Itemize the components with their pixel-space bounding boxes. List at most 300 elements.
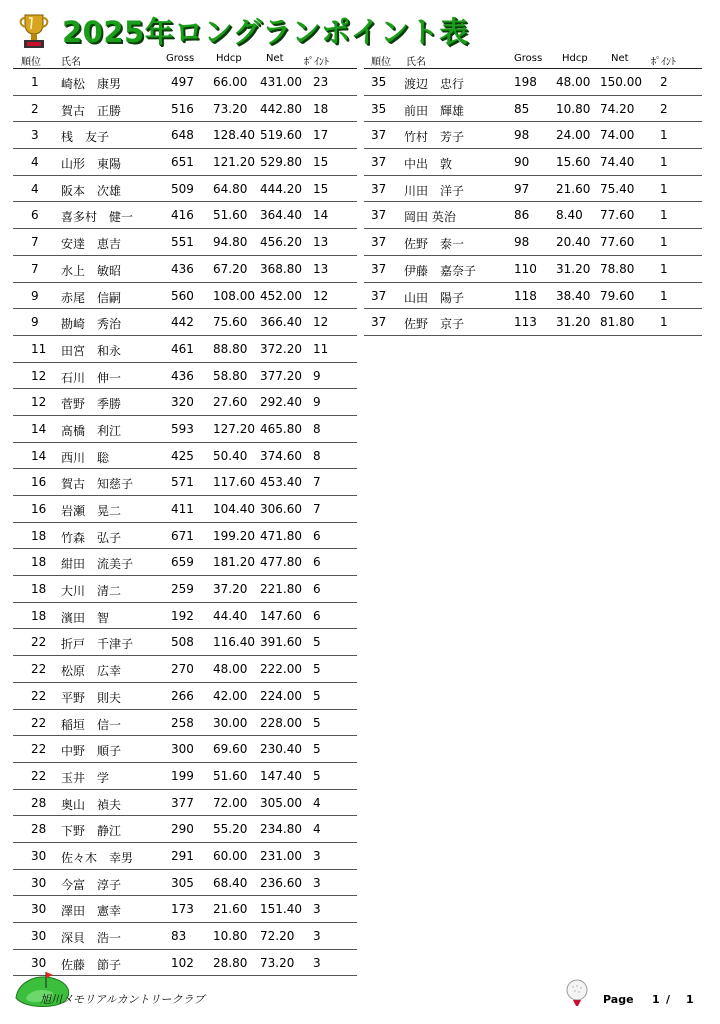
name-cell: 崎松 康男	[61, 77, 122, 91]
name-cell: 折戸 千津子	[61, 637, 134, 652]
rank-cell: 30	[31, 902, 47, 917]
points-cell: 17	[313, 128, 329, 143]
gross-cell: 97	[514, 181, 530, 196]
name-cell: 赤尾 信嗣	[61, 290, 122, 305]
rank-cell: 37	[371, 315, 387, 330]
table-row	[13, 549, 357, 576]
net-cell: 150.00	[600, 75, 642, 89]
net-cell: 391.60	[260, 635, 302, 650]
rank-cell: 28	[31, 822, 47, 837]
points-cell: 12	[313, 315, 329, 330]
points-cell: 2	[660, 101, 668, 116]
header-gross: Gross	[514, 53, 543, 64]
points-cell: 2	[660, 75, 668, 89]
name-cell: 今富 淳子	[61, 877, 122, 892]
net-cell: 81.80	[600, 315, 635, 330]
name-cell: 稲垣 信一	[61, 717, 122, 732]
gross-cell: 266	[171, 688, 194, 703]
header-net: Net	[266, 53, 284, 64]
hdcp-cell: 44.40	[213, 608, 248, 623]
rank-cell: 28	[31, 795, 47, 810]
name-cell: 松原 広幸	[61, 664, 122, 679]
points-cell: 9	[313, 368, 321, 383]
table-row	[13, 736, 357, 763]
page-total: 1	[686, 993, 694, 1006]
name-cell: 中出 敦	[404, 157, 453, 172]
hdcp-cell: 67.20	[213, 261, 248, 276]
hdcp-cell: 121.20	[213, 155, 255, 170]
table-row	[13, 629, 357, 656]
points-cell: 3	[313, 955, 321, 970]
name-cell: 山田 陽子	[404, 290, 465, 305]
gross-cell: 320	[171, 395, 194, 410]
net-cell: 471.80	[260, 528, 302, 543]
hdcp-cell: 30.00	[213, 715, 248, 730]
rank-cell: 18	[31, 528, 47, 543]
name-cell: 下野 静江	[61, 824, 122, 839]
gross-cell: 377	[171, 795, 194, 810]
table-row	[13, 923, 357, 950]
name-cell: 岩瀬 晃二	[61, 504, 122, 518]
points-cell: 3	[313, 902, 321, 917]
name-cell: 菅野 季勝	[61, 397, 122, 412]
trophy-icon	[14, 10, 54, 50]
name-cell: 竹森 弘子	[61, 530, 122, 545]
net-cell: 477.80	[260, 555, 302, 570]
hdcp-cell: 127.20	[213, 421, 255, 436]
net-cell: 305.00	[260, 795, 302, 810]
gross-cell: 436	[171, 261, 194, 276]
name-cell: 竹村 芳子	[404, 130, 465, 145]
net-cell: 366.40	[260, 315, 302, 330]
table-row	[13, 870, 357, 897]
gross-cell: 416	[171, 208, 194, 223]
table-row	[364, 283, 702, 310]
hdcp-cell: 116.40	[213, 635, 255, 650]
gross-cell: 648	[171, 128, 194, 143]
net-cell: 372.20	[260, 341, 302, 356]
gross-cell: 192	[171, 608, 194, 623]
hdcp-cell: 68.40	[213, 875, 248, 890]
name-cell: 岡田 英治	[404, 210, 456, 225]
hdcp-cell: 48.00	[556, 75, 591, 89]
gross-cell: 508	[171, 635, 194, 650]
hdcp-cell: 21.60	[213, 902, 248, 917]
net-cell: 377.20	[260, 368, 302, 383]
points-cell: 6	[313, 608, 321, 623]
name-cell: 安達 恵吉	[61, 237, 122, 252]
net-cell: 77.60	[600, 208, 635, 223]
name-cell: 髙橋 利江	[61, 423, 122, 438]
table-row	[13, 229, 357, 256]
page-separator: /	[666, 993, 671, 1006]
table-header	[13, 50, 357, 69]
name-cell: 澤田 憲幸	[61, 904, 122, 919]
points-cell: 1	[660, 208, 668, 223]
rank-cell: 37	[371, 128, 387, 143]
header-gross: Gross	[166, 53, 195, 64]
hdcp-cell: 58.80	[213, 368, 248, 383]
name-cell: 佐野 京子	[404, 317, 465, 332]
gross-cell: 425	[171, 448, 194, 463]
gross-cell: 173	[171, 902, 194, 917]
hdcp-cell: 75.60	[213, 315, 248, 330]
rank-cell: 14	[31, 421, 47, 436]
net-cell: 74.20	[600, 101, 635, 116]
rank-cell: 4	[31, 155, 39, 170]
header-rank: 順位	[21, 57, 41, 68]
rank-cell: 22	[31, 768, 47, 783]
points-cell: 3	[313, 848, 321, 863]
name-cell: 奥山 禎夫	[61, 797, 122, 812]
gross-cell: 86	[514, 208, 530, 223]
net-cell: 78.80	[600, 261, 635, 276]
name-cell: 水上 敏昭	[61, 263, 122, 278]
rank-cell: 7	[31, 261, 39, 276]
hdcp-cell: 10.80	[213, 929, 248, 943]
rank-cell: 22	[31, 635, 47, 650]
standings-table-left	[13, 50, 357, 976]
net-cell: 519.60	[260, 128, 302, 143]
net-cell: 74.00	[600, 128, 635, 143]
header-name: 氏名	[406, 57, 426, 68]
points-cell: 5	[313, 768, 321, 783]
gross-cell: 258	[171, 715, 194, 730]
table-row	[13, 683, 357, 710]
table-row	[13, 496, 357, 523]
gross-cell: 290	[171, 822, 194, 837]
table-row	[13, 336, 357, 363]
gross-cell: 509	[171, 181, 194, 196]
name-cell: 川田 洋子	[404, 183, 465, 198]
hdcp-cell: 117.60	[213, 475, 255, 490]
club-name: 旭川メモリアルカントリークラブ	[40, 993, 205, 1006]
points-cell: 15	[313, 181, 329, 196]
table-row	[13, 416, 357, 443]
net-cell: 444.20	[260, 181, 302, 196]
points-cell: 3	[313, 929, 321, 943]
net-cell: 306.60	[260, 502, 302, 516]
rank-cell: 22	[31, 662, 47, 677]
table-row	[13, 763, 357, 790]
gross-cell: 671	[171, 528, 194, 543]
net-cell: 452.00	[260, 288, 302, 303]
gross-cell: 300	[171, 742, 194, 757]
name-cell: 石川 伸一	[61, 370, 122, 385]
standings-table-right	[364, 50, 702, 336]
points-cell: 15	[313, 155, 329, 170]
gross-cell: 259	[171, 582, 194, 597]
header-hdcp: Hdcp	[216, 53, 242, 64]
gross-cell: 436	[171, 368, 194, 383]
points-cell: 8	[313, 421, 321, 436]
table-row	[364, 256, 702, 283]
hdcp-cell: 60.00	[213, 848, 248, 863]
name-cell: 賀古 知慈子	[61, 477, 134, 492]
rank-cell: 37	[371, 181, 387, 196]
table-row	[364, 229, 702, 256]
hdcp-cell: 73.20	[213, 101, 248, 116]
net-cell: 224.00	[260, 688, 302, 703]
name-cell: 西川 聡	[61, 450, 110, 465]
gross-cell: 497	[171, 75, 194, 89]
points-cell: 1	[660, 155, 668, 170]
net-cell: 236.60	[260, 875, 302, 890]
rank-cell: 6	[31, 208, 39, 223]
points-cell: 13	[313, 261, 329, 276]
hdcp-cell: 15.60	[556, 155, 591, 170]
name-cell: 阪本 次雄	[61, 183, 122, 198]
table-row	[13, 176, 357, 203]
hdcp-cell: 37.20	[213, 582, 248, 597]
points-cell: 23	[313, 75, 329, 89]
name-cell: 玉井 学	[61, 770, 110, 785]
table-row	[364, 96, 702, 123]
gross-cell: 270	[171, 662, 194, 677]
name-cell: 前田 輝雄	[404, 103, 465, 118]
gross-cell: 98	[514, 235, 530, 250]
rank-cell: 4	[31, 181, 39, 196]
points-cell: 14	[313, 208, 329, 223]
table-row	[13, 256, 357, 283]
net-cell: 74.40	[600, 155, 635, 170]
name-cell: 伊藤 嘉奈子	[404, 263, 477, 278]
table-row	[13, 656, 357, 683]
name-cell: 勘崎 秀治	[61, 317, 122, 332]
name-cell: 佐々木 幸男	[61, 850, 134, 865]
rank-cell: 30	[31, 929, 47, 943]
name-cell: 深貝 浩一	[61, 931, 122, 945]
gross-cell: 651	[171, 155, 194, 170]
gross-cell: 199	[171, 768, 194, 783]
points-cell: 8	[313, 448, 321, 463]
name-cell: 濱田 智	[61, 610, 110, 625]
net-cell: 465.80	[260, 421, 302, 436]
net-cell: 228.00	[260, 715, 302, 730]
rank-cell: 22	[31, 715, 47, 730]
hdcp-cell: 50.40	[213, 448, 248, 463]
net-cell: 151.40	[260, 902, 302, 917]
name-cell: 田宮 和永	[61, 343, 122, 358]
points-cell: 5	[313, 715, 321, 730]
net-cell: 431.00	[260, 75, 302, 89]
table-row	[364, 149, 702, 176]
gross-cell: 113	[514, 315, 537, 330]
rank-cell: 22	[31, 688, 47, 703]
name-cell: 桟 友子	[61, 130, 110, 145]
name-cell: 佐藤 節子	[61, 957, 122, 972]
hdcp-cell: 55.20	[213, 822, 248, 837]
page-header	[14, 10, 469, 50]
table-row	[364, 69, 702, 96]
points-cell: 5	[313, 635, 321, 650]
points-cell: 18	[313, 101, 329, 116]
rank-cell: 30	[31, 955, 47, 970]
hdcp-cell: 24.00	[556, 128, 591, 143]
net-cell: 374.60	[260, 448, 302, 463]
net-cell: 230.40	[260, 742, 302, 757]
gross-cell: 461	[171, 341, 194, 356]
rank-cell: 16	[31, 502, 47, 516]
hdcp-cell: 108.00	[213, 288, 255, 303]
gross-cell: 291	[171, 848, 194, 863]
points-cell: 5	[313, 742, 321, 757]
points-cell: 6	[313, 528, 321, 543]
table-row	[13, 816, 357, 843]
name-cell: 佐野 泰一	[404, 237, 465, 252]
net-cell: 234.80	[260, 822, 302, 837]
gross-cell: 118	[514, 288, 537, 303]
points-cell: 6	[313, 555, 321, 570]
rank-cell: 16	[31, 475, 47, 490]
rank-cell: 18	[31, 608, 47, 623]
hdcp-cell: 51.60	[213, 768, 248, 783]
table-row	[13, 603, 357, 630]
rank-cell: 18	[31, 555, 47, 570]
name-cell: 紺田 流美子	[61, 557, 134, 572]
net-cell: 442.80	[260, 101, 302, 116]
hdcp-cell: 199.20	[213, 528, 255, 543]
table-row	[13, 149, 357, 176]
table-row	[13, 523, 357, 550]
rank-cell: 3	[31, 128, 39, 143]
rank-cell: 37	[371, 235, 387, 250]
table-row	[13, 843, 357, 870]
table-row	[13, 443, 357, 470]
points-cell: 9	[313, 395, 321, 410]
rank-cell: 12	[31, 395, 47, 410]
table-row	[13, 363, 357, 390]
table-row	[364, 202, 702, 229]
name-cell: 大川 清二	[61, 584, 122, 599]
net-cell: 231.00	[260, 848, 302, 863]
header-name: 氏名	[61, 57, 81, 68]
name-cell: 中野 順子	[61, 744, 122, 759]
name-cell: 山形 東陽	[61, 157, 122, 172]
net-cell: 72.20	[260, 929, 295, 943]
points-cell: 12	[313, 288, 329, 303]
hdcp-cell: 69.60	[213, 742, 248, 757]
hdcp-cell: 8.40	[556, 208, 583, 223]
points-cell: 6	[313, 582, 321, 597]
table-row	[13, 202, 357, 229]
header-hdcp: Hdcp	[562, 53, 588, 64]
rank-cell: 35	[371, 101, 387, 116]
rank-cell: 18	[31, 582, 47, 597]
points-cell: 3	[313, 875, 321, 890]
hdcp-cell: 31.20	[556, 261, 591, 276]
gross-cell: 102	[171, 955, 194, 970]
rank-cell: 9	[31, 315, 39, 330]
rank-cell: 14	[31, 448, 47, 463]
table-row	[13, 69, 357, 96]
net-cell: 292.40	[260, 395, 302, 410]
gross-cell: 551	[171, 235, 194, 250]
rank-cell: 11	[31, 341, 47, 356]
table-row	[13, 710, 357, 737]
table-header	[364, 50, 702, 69]
golf-ball-icon	[562, 978, 592, 1008]
gross-cell: 560	[171, 288, 194, 303]
rank-cell: 22	[31, 742, 47, 757]
header-points: ﾎﾟｲﾝﾄ	[651, 57, 676, 68]
hdcp-cell: 72.00	[213, 795, 248, 810]
gross-cell: 110	[514, 261, 537, 276]
hdcp-cell: 31.20	[556, 315, 591, 330]
table-row	[13, 283, 357, 310]
points-cell: 1	[660, 315, 668, 330]
hdcp-cell: 48.00	[213, 662, 248, 677]
hdcp-cell: 38.40	[556, 288, 591, 303]
name-cell: 平野 則夫	[61, 690, 122, 705]
table-row	[13, 389, 357, 416]
rank-cell: 30	[31, 848, 47, 863]
hdcp-cell: 64.80	[213, 181, 248, 196]
net-cell: 222.00	[260, 662, 302, 677]
rank-cell: 12	[31, 368, 47, 383]
page-label: Page	[603, 993, 634, 1006]
points-cell: 5	[313, 688, 321, 703]
rank-cell: 2	[31, 101, 39, 116]
points-cell: 1	[660, 261, 668, 276]
hdcp-cell: 51.60	[213, 208, 248, 223]
table-row	[13, 576, 357, 603]
header-net: Net	[611, 53, 629, 64]
table-row	[13, 896, 357, 923]
gross-cell: 571	[171, 475, 194, 490]
net-cell: 453.40	[260, 475, 302, 490]
net-cell: 221.80	[260, 582, 302, 597]
points-cell: 13	[313, 235, 329, 250]
gross-cell: 83	[171, 929, 187, 943]
points-cell: 1	[660, 181, 668, 196]
hdcp-cell: 42.00	[213, 688, 248, 703]
points-cell: 7	[313, 502, 321, 516]
points-cell: 1	[660, 288, 668, 303]
table-row	[13, 309, 357, 336]
rank-cell: 1	[31, 75, 39, 89]
hdcp-cell: 28.80	[213, 955, 248, 970]
points-cell: 4	[313, 822, 321, 837]
hdcp-cell: 66.00	[213, 75, 248, 89]
net-cell: 77.60	[600, 235, 635, 250]
net-cell: 73.20	[260, 955, 295, 970]
header-points: ﾎﾟｲﾝﾄ	[304, 57, 329, 68]
net-cell: 79.60	[600, 288, 635, 303]
hdcp-cell: 104.40	[213, 502, 255, 516]
hdcp-cell: 27.60	[213, 395, 248, 410]
gross-cell: 411	[171, 502, 194, 516]
table-row	[13, 122, 357, 149]
hdcp-cell: 10.80	[556, 101, 591, 116]
header-rank: 順位	[371, 57, 391, 68]
table-row	[364, 122, 702, 149]
rank-cell: 30	[31, 875, 47, 890]
rank-cell: 37	[371, 208, 387, 223]
net-cell: 529.80	[260, 155, 302, 170]
rank-cell: 37	[371, 155, 387, 170]
rank-cell: 9	[31, 288, 39, 303]
page-current: 1	[652, 993, 660, 1006]
gross-cell: 198	[514, 75, 537, 89]
rank-cell: 37	[371, 261, 387, 276]
name-cell: 渡辺 忠行	[404, 77, 465, 91]
table-row	[13, 469, 357, 496]
points-cell: 1	[660, 128, 668, 143]
points-cell: 4	[313, 795, 321, 810]
gross-cell: 90	[514, 155, 530, 170]
name-cell: 喜多村 健一	[61, 210, 134, 225]
